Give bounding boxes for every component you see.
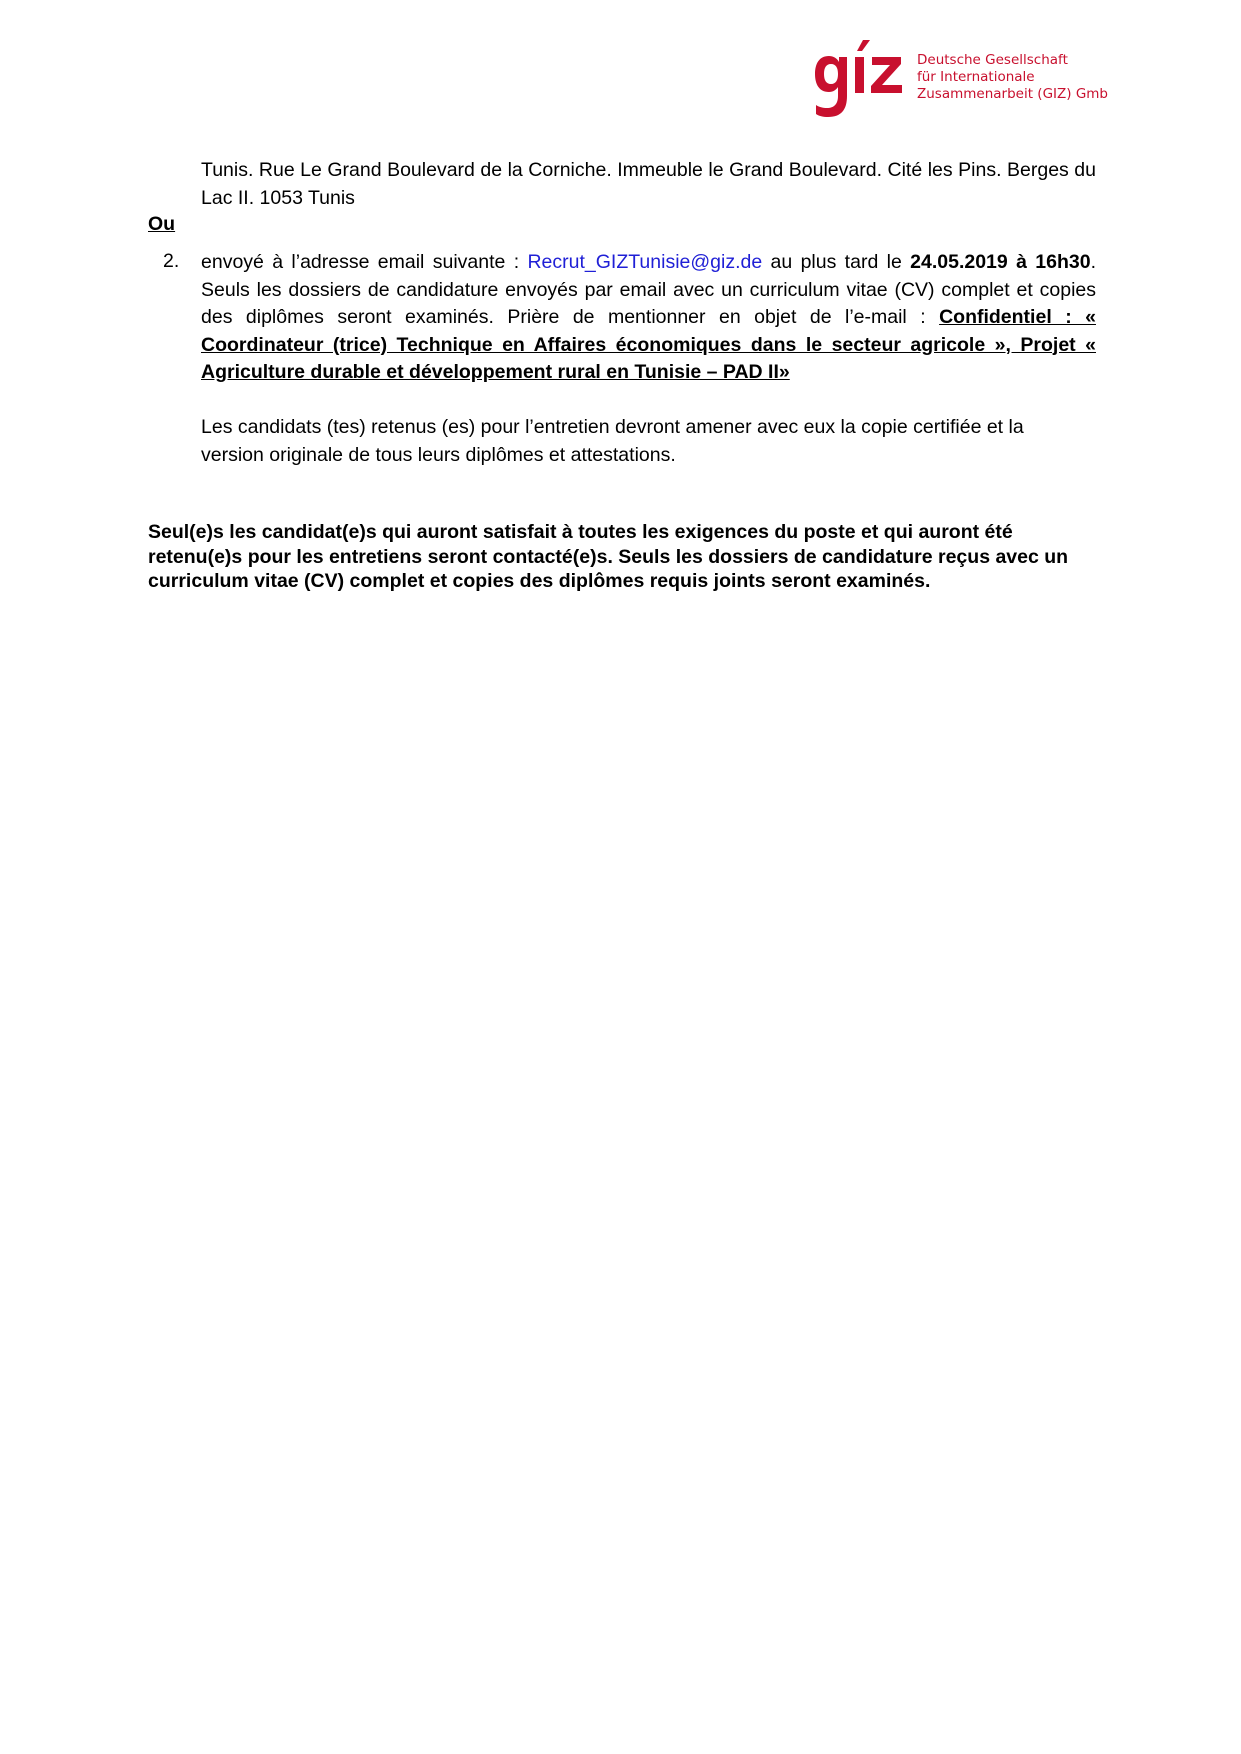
org-name-line-3: Zusammenarbeit (GIZ) Gmb [917, 86, 1109, 102]
list-number: 2. [163, 250, 180, 272]
email-subject-line: Confidentiel : « Coordinateur (trice) Technique en Affaires économiques dans le secteur agricole », Projet « Agriculture durable et développement rural en Tunisie – PAD II» [201, 306, 1096, 383]
or-separator: Ou [148, 213, 176, 235]
deadline-pre-text: au plus tard le [762, 251, 911, 273]
giz-logo-icon [815, 38, 907, 124]
org-name-line-1: Deutsche Gesellschaft [917, 52, 1068, 68]
email-link[interactable]: Recrut_GIZTunisie@giz.de [527, 251, 763, 273]
org-name-line-2: für Internationale [917, 69, 1035, 85]
org-name [917, 52, 1108, 103]
giz-logo [815, 38, 1109, 128]
address-paragraph: Tunis. Rue Le Grand Boulevard de la Corniche. Immeuble le Grand Boulevard. Cité les Pins. Berges du Lac II. 1053 Tunis [201, 159, 1096, 209]
closing-statement: Seul(e)s les candidat(e)s qui auront satisfait à toutes les exigences du poste et qui auront été retenu(e)s pour les entretiens seront contacté(e)s. Seuls les dossiers de candidature reçus avec un curriculum vitae (CV) complet et copies des diplômes requis joints seront examinés. [148, 521, 1069, 592]
email-submission-paragraph [201, 249, 1096, 387]
submission-body-text: . Seuls les dossiers de candidature envoyés par email avec un curriculum vitae (CV) complet et copies des diplômes seront examinés. Prière de mentionner en objet de l’e-mail : [201, 251, 1096, 328]
email-lead-text: envoyé à l’adresse email suivante : [201, 251, 528, 273]
deadline-date: 24.05.2019 à 16h30 [910, 251, 1091, 273]
interview-note: Les candidats (tes) retenus (es) pour l’entretien devront amener avec eux la copie certifiée et la version originale de tous leurs diplômes et attestations. [201, 416, 1024, 466]
